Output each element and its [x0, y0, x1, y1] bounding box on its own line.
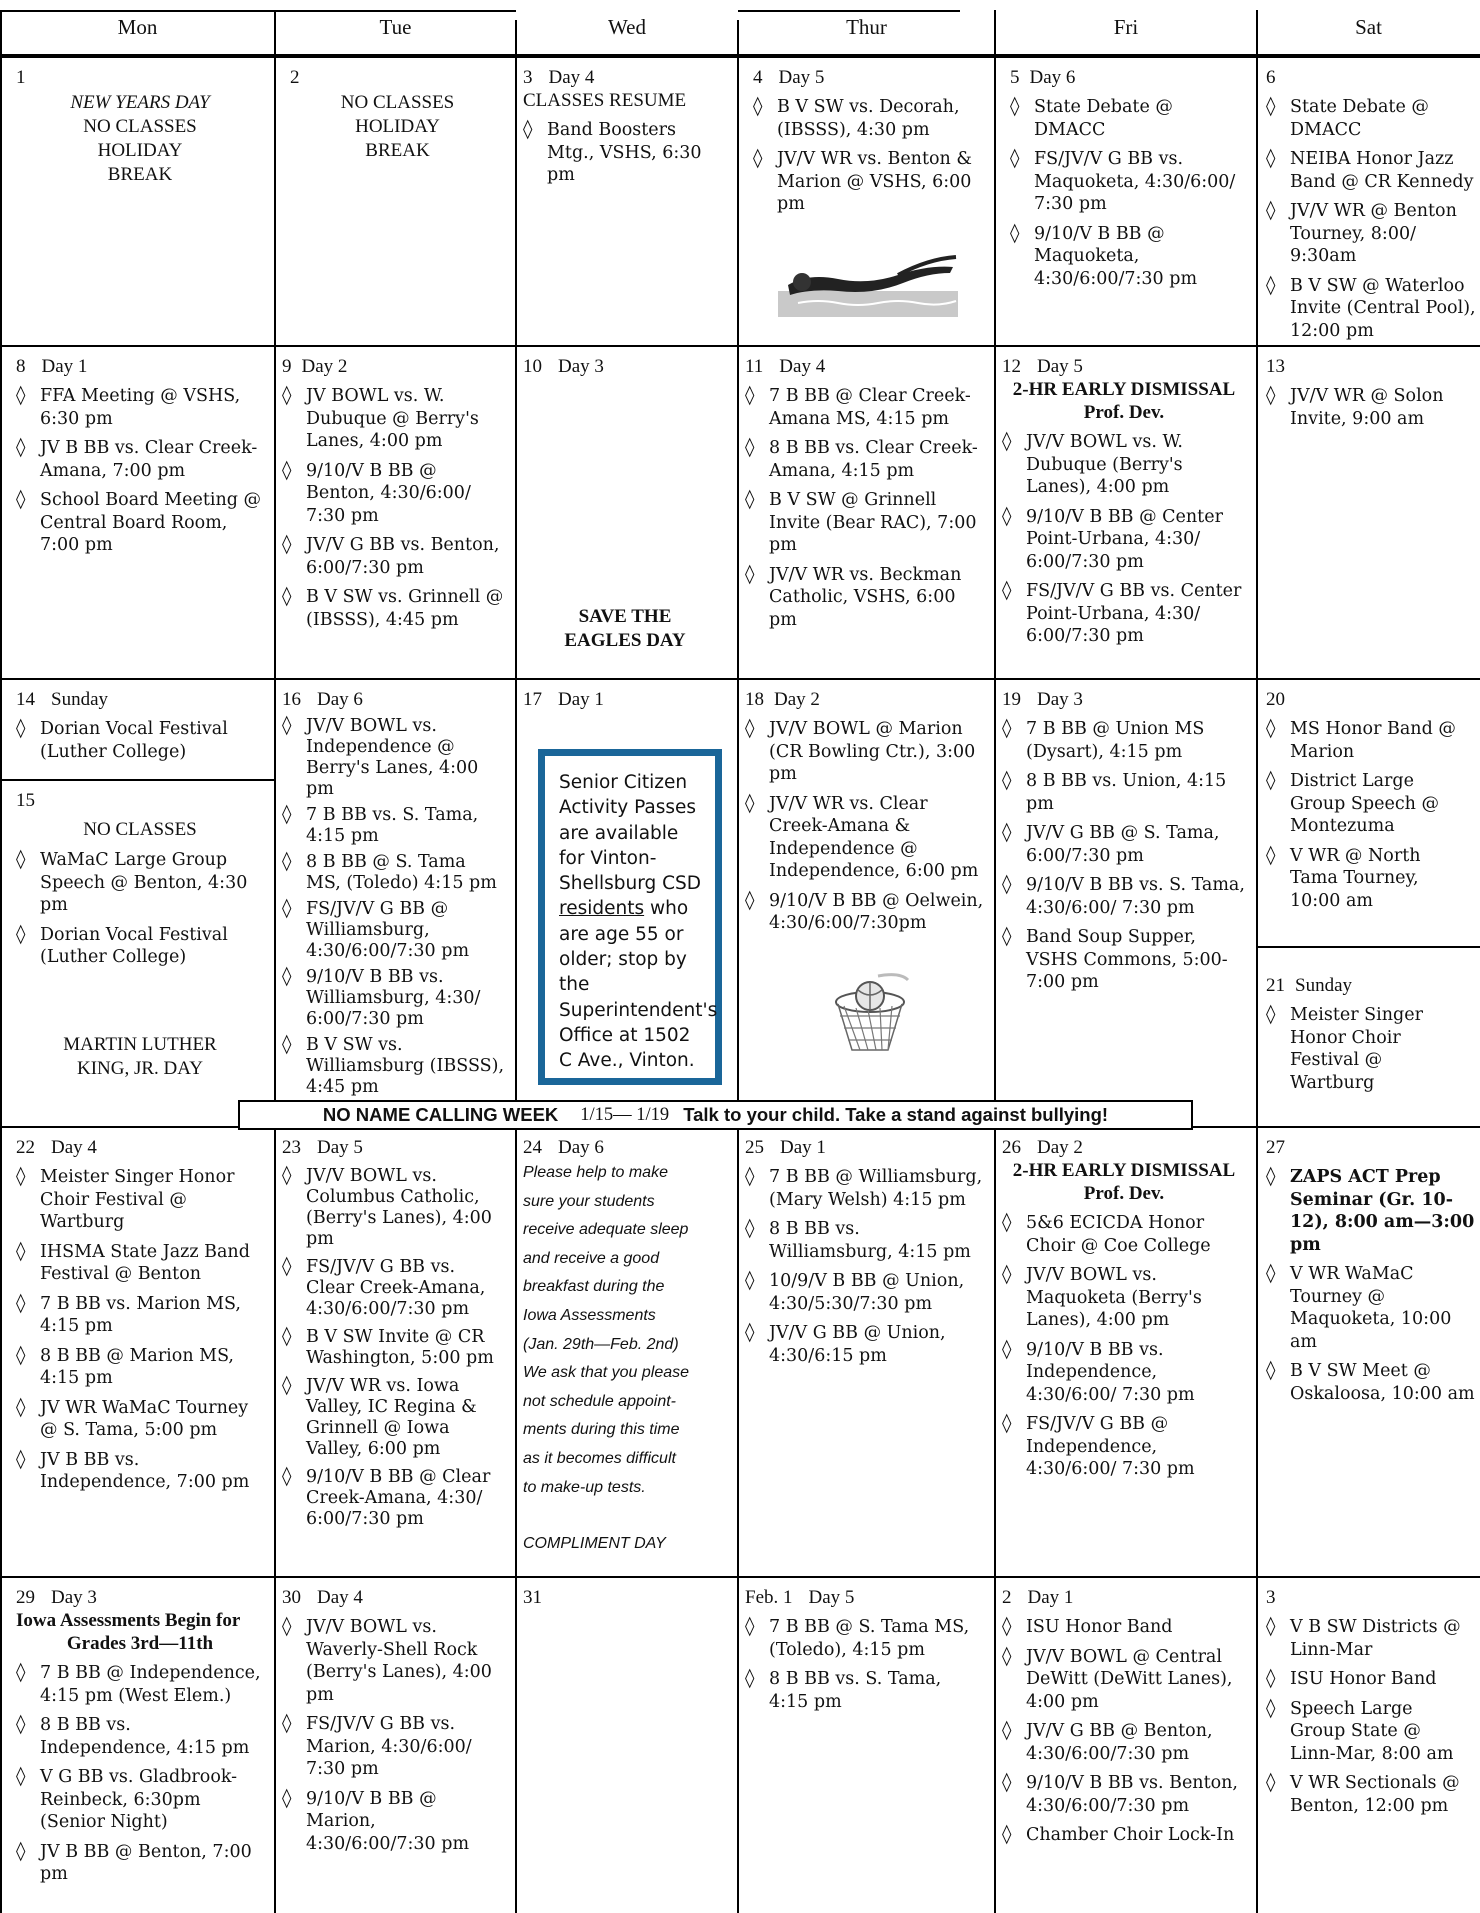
- event: ◊ 8 B BB @ S. Tama MS, (Toledo) 4:15 pm: [282, 852, 505, 894]
- event: ◊ JV B BB vs. Independence, 7:00 pm: [16, 1449, 264, 1494]
- note-line: receive adequate sleep: [523, 1221, 689, 1239]
- event: ◊ IHSMA State Jazz Band Festival @ Benton: [16, 1241, 264, 1286]
- day-label: Day 2: [774, 689, 820, 710]
- event: ◊ B V SW @ Waterloo Invite (Central Pool), 12:00 pm: [1266, 275, 1478, 343]
- date-number: 14: [16, 689, 35, 710]
- event: ◊ ZAPS ACT Prep Seminar (Gr. 10-12), 8:00 am—3:00 pm: [1266, 1166, 1478, 1256]
- event: ◊ 9/10/V B BB @ Center Point-Urbana, 4:30/ 6:00/7:30 pm: [1002, 506, 1246, 574]
- day-cell-21: [1258, 948, 1480, 1126]
- day-cell-6: [1258, 58, 1480, 345]
- holiday-line: NO CLASSES: [340, 92, 455, 113]
- day-cell-12: [996, 347, 1256, 678]
- date-number: 2: [290, 67, 300, 88]
- day-cell-feb-1: [739, 1578, 994, 1913]
- date-number: 25: [745, 1137, 764, 1158]
- event: ◊ JV/V WR vs. Iowa Valley, IC Regina & Grinnell @ Iowa Valley, 6:00 pm: [282, 1376, 505, 1460]
- holiday-name: NEW YEARS DAY: [70, 92, 210, 113]
- event: ◊ FS/JV/V G BB @ Williamsburg, 4:30/6:00/7:30 pm: [282, 899, 505, 962]
- day-cell-feb-3: [1258, 1578, 1480, 1913]
- headline: NO CLASSES: [83, 819, 197, 840]
- event: ◊ V B SW Districts @ Linn-Mar: [1266, 1616, 1470, 1661]
- event: ◊ Band Boosters Mtg., VSHS, 6:30 pm: [523, 119, 727, 187]
- event: ◊ 9/10/V B BB @ Maquoketa, 4:30/6:00/7:30 pm: [1010, 223, 1246, 291]
- event: ◊ JV/V BOWL vs. W. Dubuque (Berry's Lanes), 4:00 pm: [1002, 431, 1246, 499]
- day-label: Day 1: [780, 1137, 826, 1158]
- day-label: Day 5: [1037, 356, 1083, 377]
- event: ◊ 7 B BB @ Independence, 4:15 pm (West Elem.): [16, 1662, 264, 1707]
- date-number: 3: [523, 67, 533, 88]
- grid-line: [0, 10, 516, 12]
- headline: Prof. Dev.: [1083, 1183, 1165, 1204]
- date-number: 8: [16, 356, 26, 377]
- header-tue: Tue: [275, 0, 516, 56]
- date-number: 23: [282, 1137, 301, 1158]
- grid-line: [738, 10, 960, 12]
- event: ◊ JV BOWL vs. W. Dubuque @ Berry's Lanes, 4:00 pm: [282, 385, 505, 453]
- day-cell-15: [2, 781, 274, 1099]
- day-cell-25: [739, 1128, 994, 1576]
- date-number: 9: [282, 356, 292, 377]
- date-number: 17: [523, 689, 542, 710]
- day-cell-feb-2: [996, 1578, 1256, 1913]
- day-label: Day 5: [808, 1587, 855, 1608]
- event: ◊ 7 B BB @ Williamsburg, (Mary Welsh) 4:15 pm: [745, 1166, 984, 1211]
- event: ◊ JV/V BOWL vs. Independence @ Berry's Lanes, 4:00 pm: [282, 716, 505, 800]
- header-wed: Wed: [516, 0, 738, 56]
- day-label: Day 2: [1037, 1137, 1083, 1158]
- banner-message: Talk to your child. Take a stand against bullying!: [683, 1104, 1109, 1125]
- event: ◊ NEIBA Honor Jazz Band @ CR Kennedy: [1266, 148, 1478, 193]
- event: ◊ 7 B BB @ S. Tama MS, (Toledo), 4:15 pm: [745, 1616, 984, 1661]
- day-label: Day 4: [317, 1587, 363, 1608]
- day-cell-10: [517, 347, 737, 678]
- event: ◊ Meister Singer Honor Choir Festival @ Wartburg: [1266, 1004, 1470, 1094]
- event: ◊ JV WR WaMaC Tourney @ S. Tama, 5:00 pm: [16, 1397, 264, 1442]
- day-label: Day 4: [548, 67, 595, 88]
- event: ◊ 8 B BB vs. Williamsburg, 4:15 pm: [745, 1218, 984, 1263]
- day-label: Sunday: [51, 689, 108, 710]
- day-cell-22: [2, 1128, 274, 1576]
- senior-notice-text: who are age 55 or older; stop by the Superintendent's Office at 1502 C Ave., Vinton.: [559, 898, 718, 1072]
- date-number: 10: [523, 356, 542, 377]
- note-line: not schedule appoint-: [523, 1392, 676, 1410]
- date-number: 19: [1002, 689, 1021, 710]
- day-cell-16: [276, 680, 515, 1100]
- day-cell-24: [517, 1128, 737, 1576]
- date-number: 4: [753, 67, 763, 88]
- banner-title: NO NAME CALLING WEEK: [322, 1104, 559, 1125]
- day-label: Day 5: [317, 1137, 363, 1158]
- event: ◊ 7 B BB vs. Marion MS, 4:15 pm: [16, 1293, 264, 1338]
- senior-notice-link: residents: [559, 898, 645, 920]
- holiday-line: BREAK: [365, 140, 430, 161]
- date-number: 11: [745, 356, 764, 377]
- event: ◊ JV/V G BB @ S. Tama, 6:00/7:30 pm: [1002, 822, 1246, 867]
- event: ◊ FFA Meeting @ VSHS, 6:30 pm: [16, 385, 264, 430]
- headline: CLASSES RESUME: [523, 90, 687, 111]
- event: ◊ JV/V WR vs. Clear Creek-Amana & Independence @ Independence, 6:00 pm: [745, 793, 984, 883]
- holiday-line: HOLIDAY: [97, 140, 183, 161]
- day-cell-9: [276, 347, 515, 678]
- day-label: Day 5: [778, 67, 825, 88]
- no-name-calling-banner: [238, 1100, 1193, 1130]
- date-number: 1: [16, 67, 26, 88]
- day-label: Day 1: [41, 356, 88, 377]
- event: ◊ State Debate @ DMACC: [1266, 96, 1478, 141]
- event: ◊ JV/V BOWL @ Central DeWitt (DeWitt Lanes), 4:00 pm: [1002, 1646, 1246, 1714]
- basketball-hoop-icon: [830, 972, 910, 1057]
- event: ◊ V WR Sectionals @ Benton, 12:00 pm: [1266, 1772, 1470, 1817]
- day-cell-3: [517, 58, 737, 345]
- event: ◊ JV/V WR vs. Benton & Marion @ VSHS, 6:00 pm: [753, 148, 984, 216]
- day-cell-26: [996, 1128, 1256, 1576]
- event: ◊ B V SW @ Grinnell Invite (Bear RAC), 7:00 pm: [745, 489, 984, 557]
- event: ◊ JV/V BOWL vs. Columbus Catholic, (Berry's Lanes), 4:00 pm: [282, 1166, 505, 1250]
- header-sat: Sat: [1257, 0, 1480, 56]
- date-number: 5: [1010, 67, 1020, 88]
- date-number: 27: [1266, 1137, 1285, 1158]
- event: ◊ FS/JV/V G BB vs. Clear Creek-Amana, 4:30/6:00/7:30 pm: [282, 1257, 505, 1320]
- event: ◊ 9/10/V B BB vs. Williamsburg, 4:30/ 6:00/7:30 pm: [282, 967, 505, 1030]
- day-cell-27: [1258, 1128, 1480, 1576]
- day-label: Day 6: [558, 1137, 604, 1158]
- event: ◊ 9/10/V B BB @ Clear Creek-Amana, 4:30/ 6:00/7:30 pm: [282, 1467, 505, 1530]
- note-line: and receive a good: [523, 1249, 660, 1267]
- event: ◊ V WR @ North Tama Tourney, 10:00 am: [1266, 845, 1470, 913]
- note-line: breakfast during the: [523, 1278, 665, 1296]
- day-cell-31: [517, 1578, 737, 1913]
- event: ◊ JV/V G BB vs. Benton, 6:00/7:30 pm: [282, 534, 505, 579]
- banner-dates: 1/15— 1/19: [580, 1104, 670, 1125]
- headline: Iowa Assessments Begin for: [16, 1610, 241, 1631]
- day-cell-13: [1258, 347, 1480, 678]
- event: ◊ JV/V WR @ Benton Tourney, 8:00/ 9:30am: [1266, 200, 1478, 268]
- event: ◊ 9/10/V B BB @ Oelwein, 4:30/6:00/7:30pm: [745, 890, 984, 935]
- day-label: Day 1: [558, 689, 604, 710]
- headline: Grades 3rd—11th: [66, 1633, 214, 1654]
- day-cell-5: [996, 58, 1256, 345]
- event: ◊ B V SW vs. Williamsburg (IBSSS), 4:45 pm: [282, 1035, 505, 1098]
- day-cell-19: [996, 680, 1256, 1100]
- event: ◊ V WR WaMaC Tourney @ Maquoketa, 10:00 am: [1266, 1263, 1478, 1353]
- day-cell-8: [2, 347, 274, 678]
- event: ◊ School Board Meeting @ Central Board Room, 7:00 pm: [16, 489, 264, 557]
- event: ◊ FS/JV/V G BB vs. Maquoketa, 4:30/6:00/ 7:30 pm: [1010, 148, 1246, 216]
- header-mon: Mon: [0, 0, 275, 56]
- event: ◊ B V SW vs. Decorah, (IBSSS), 4:30 pm: [753, 96, 984, 141]
- event: ◊ 8 B BB @ Marion MS, 4:15 pm: [16, 1345, 264, 1390]
- date-number: 20: [1266, 689, 1285, 710]
- holiday-line: KING, JR. DAY: [77, 1057, 203, 1079]
- event: ◊ 9/10/V B BB vs. S. Tama, 4:30/6:00/ 7:30 pm: [1002, 874, 1246, 919]
- day-label: Day 1: [1027, 1587, 1074, 1608]
- holiday-line: NO CLASSES: [83, 116, 197, 137]
- event: ◊ JV B BB vs. Clear Creek-Amana, 7:00 pm: [16, 437, 264, 482]
- event: ◊ JV/V G BB @ Benton, 4:30/6:00/7:30 pm: [1002, 1720, 1246, 1765]
- note-line: Please help to make: [523, 1164, 668, 1181]
- headline: 2-HR EARLY DISMISSAL: [1012, 1160, 1236, 1181]
- event: ◊ 7 B BB vs. S. Tama, 4:15 pm: [282, 805, 505, 847]
- special-day-line: SAVE THE: [578, 606, 672, 627]
- header-thu: Thur: [738, 0, 995, 56]
- event: ◊ JV/V BOWL vs. Waverly-Shell Rock (Berry's Lanes), 4:00 pm: [282, 1616, 505, 1706]
- event: ◊ B V SW vs. Grinnell @ (IBSSS), 4:45 pm: [282, 586, 505, 631]
- event: ◊ JV/V BOWL @ Marion (CR Bowling Ctr.), 3:00 pm: [745, 718, 984, 786]
- day-label: Day 3: [51, 1587, 97, 1608]
- header-fri: Fri: [995, 0, 1257, 56]
- event: ◊ Dorian Vocal Festival (Luther College): [16, 924, 264, 969]
- assessment-note: [523, 1159, 735, 1559]
- senior-pass-notice: [538, 749, 722, 1085]
- note-line: Iowa Assessments: [523, 1306, 656, 1324]
- event: ◊ 9/10/V B BB @ Benton, 4:30/6:00/ 7:30 pm: [282, 460, 505, 528]
- headline: Prof. Dev.: [1083, 402, 1165, 423]
- event: ◊ MS Honor Band @ Marion: [1266, 718, 1470, 763]
- senior-notice-text: Senior Citizen Activity Passes are available for Vinton-Shellsburg CSD: [559, 772, 702, 895]
- date-number: 18: [745, 689, 764, 710]
- note-line: to make-up tests.: [523, 1478, 646, 1496]
- date-number: 6: [1266, 67, 1276, 88]
- day-label: Day 2: [301, 356, 348, 377]
- event: ◊ 9/10/V B BB vs. Benton, 4:30/6:00/7:30 pm: [1002, 1772, 1246, 1817]
- day-cell-2: [276, 58, 515, 345]
- day-label: Day 3: [558, 356, 604, 377]
- event: ◊ District Large Group Speech @ Montezuma: [1266, 770, 1470, 838]
- event: ◊ State Debate @ DMACC: [1010, 96, 1246, 141]
- event: ◊ Band Soup Supper, VSHS Commons, 5:00-7:00 pm: [1002, 926, 1246, 994]
- event: ◊ JV/V WR vs. Beckman Catholic, VSHS, 6:00 pm: [745, 564, 984, 632]
- event: ◊ V G BB vs. Gladbrook-Reinbeck, 6:30pm (Senior Night): [16, 1766, 264, 1834]
- headline: 2-HR EARLY DISMISSAL: [1012, 379, 1236, 400]
- date-number: 21: [1266, 975, 1285, 996]
- date-number: 15: [16, 790, 35, 811]
- date-number: 13: [1266, 356, 1285, 377]
- event: ◊ Speech Large Group State @ Linn-Mar, 8:00 am: [1266, 1698, 1470, 1766]
- date-number: 12: [1002, 356, 1021, 377]
- date-number: 26: [1002, 1137, 1021, 1158]
- day-cell-30: [276, 1578, 515, 1913]
- date-number: Feb. 1: [745, 1587, 793, 1608]
- note-line: ments during this time: [523, 1421, 680, 1439]
- note-line: (Jan. 29th—Feb. 2nd): [523, 1335, 679, 1353]
- event: ◊ 10/9/V B BB @ Union, 4:30/5:30/7:30 pm: [745, 1270, 984, 1315]
- holiday-line: HOLIDAY: [355, 116, 440, 137]
- event: ◊ 8 B BB vs. Clear Creek-Amana, 4:15 pm: [745, 437, 984, 482]
- event: ◊ 9/10/V B BB @ Marion, 4:30/6:00/7:30 pm: [282, 1788, 505, 1856]
- event: ◊ FS/JV/V G BB @ Independence, 4:30/6:00/ 7:30 pm: [1002, 1413, 1246, 1481]
- event: ◊ B V SW Invite @ CR Washington, 5:00 pm: [282, 1327, 505, 1369]
- event: ◊ FS/JV/V G BB vs. Marion, 4:30/6:00/ 7:30 pm: [282, 1713, 505, 1781]
- day-label: Day 4: [51, 1137, 97, 1158]
- note-line: sure your students: [523, 1192, 655, 1210]
- date-number: 16: [282, 689, 301, 710]
- event: ◊ JV/V WR @ Solon Invite, 9:00 am: [1266, 385, 1470, 430]
- event: ◊ B V SW Meet @ Oskaloosa, 10:00 am: [1266, 1360, 1478, 1405]
- event: ◊ Meister Singer Honor Choir Festival @ Wartburg: [16, 1166, 264, 1234]
- holiday-line: MARTIN LUTHER: [63, 1033, 217, 1055]
- date-number: 2: [1002, 1587, 1012, 1608]
- compliment-day: COMPLIMENT DAY: [523, 1535, 666, 1553]
- date-number: 3: [1266, 1587, 1276, 1608]
- event: ◊ 8 B BB vs. Independence, 4:15 pm: [16, 1714, 264, 1759]
- event: ◊ Dorian Vocal Festival (Luther College): [16, 718, 264, 763]
- event: ◊ 8 B BB vs. Union, 4:15 pm: [1002, 770, 1246, 815]
- event: ◊ Chamber Choir Lock-In: [1002, 1824, 1246, 1847]
- special-day-line: EAGLES DAY: [564, 630, 686, 651]
- day-label: Day 6: [1029, 67, 1076, 88]
- event: ◊ ISU Honor Band: [1266, 1668, 1470, 1691]
- event: ◊ 5&6 ECICDA Honor Choir @ Coe College: [1002, 1212, 1246, 1257]
- day-cell-11: [739, 347, 994, 678]
- event: ◊ 7 B BB @ Clear Creek-Amana MS, 4:15 pm: [745, 385, 984, 430]
- event: ◊ JV/V BOWL vs. Maquoketa (Berry's Lanes), 4:00 pm: [1002, 1264, 1246, 1332]
- event: ◊ 8 B BB vs. S. Tama, 4:15 pm: [745, 1668, 984, 1713]
- event: ◊ ISU Honor Band: [1002, 1616, 1246, 1639]
- day-label: Sunday: [1295, 975, 1352, 996]
- date-number: 30: [282, 1587, 301, 1608]
- day-label: Day 4: [779, 356, 826, 377]
- day-label: Day 6: [317, 689, 363, 710]
- day-cell-29: [2, 1578, 274, 1913]
- event: ◊ FS/JV/V G BB vs. Center Point-Urbana, 4:30/ 6:00/7:30 pm: [1002, 580, 1246, 648]
- note-spacer: [523, 1502, 735, 1530]
- event: ◊ WaMaC Large Group Speech @ Benton, 4:30 pm: [16, 849, 264, 917]
- note-line: as it becomes difficult: [523, 1449, 676, 1467]
- holiday-line: BREAK: [107, 164, 173, 185]
- day-label: Day 3: [1037, 689, 1083, 710]
- date-number: 22: [16, 1137, 35, 1158]
- note-line: We ask that you please: [523, 1364, 690, 1382]
- event: ◊ 9/10/V B BB vs. Independence, 4:30/6:00/ 7:30 pm: [1002, 1339, 1246, 1407]
- event: ◊ 7 B BB @ Union MS (Dysart), 4:15 pm: [1002, 718, 1246, 763]
- day-cell-14: [2, 680, 274, 779]
- day-cell-23: [276, 1128, 515, 1576]
- day-cell-1: [2, 58, 274, 345]
- day-cell-20: [1258, 680, 1480, 946]
- date-number: 31: [523, 1587, 542, 1608]
- date-number: 29: [16, 1587, 35, 1608]
- event: ◊ JV B BB @ Benton, 7:00 pm: [16, 1841, 264, 1886]
- date-number: 24: [523, 1137, 542, 1158]
- event: ◊ JV/V G BB @ Union, 4:30/6:15 pm: [745, 1322, 984, 1367]
- swimmer-icon: [778, 255, 958, 320]
